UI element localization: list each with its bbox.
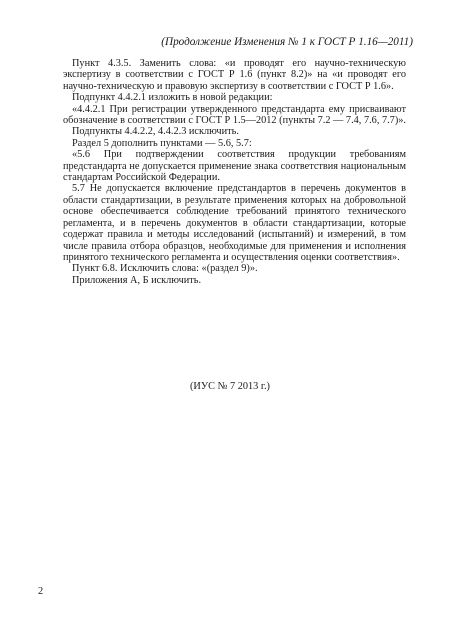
- page-number: 2: [38, 586, 44, 597]
- source-note: (ИУС № 7 2013 г.): [190, 381, 270, 392]
- paragraph-5-6: «5.6 При подтверждении соответствия продукции требованиям предстандарта не допускается применение знака соответствия национальным стандартам Российской Федерации.: [63, 149, 406, 184]
- paragraph-section-5-add: Раздел 5 дополнить пунктами — 5.6, 5.7:: [72, 137, 252, 149]
- paragraph-4-4-2-2-exclude: Подпункты 4.4.2.2, 4.4.2.3 исключить.: [72, 126, 239, 138]
- paragraph-6-8: Пункт 6.8. Исключить слова: «(раздел 9)».: [72, 263, 258, 275]
- amendment-text: [63, 58, 406, 286]
- paragraph-4-4-2-1-text: «4.4.2.1 При регистрации утвержденного предстандарта ему присваивают обозначение в соответствии с ГОСТ Р 1.5—2012 (пункты 7.2 — 7.4, 7.6, 7.7)».: [63, 103, 406, 127]
- paragraph-5-7: 5.7 Не допускается включение предстандартов в перечень документов в области стандартизации, в результате применения которых на добровольной основе обеспечивается соблюдение требований принятого технического регламента, и в перечень документов в области стандартизации, которые содержат правила и методы исследований (испытаний) и измерений, в том числе правила отбора образцов, необходимые для применения и исполнения принятого технического регламента и осуществления оценки соответствия».: [63, 183, 406, 263]
- paragraph-annexes-exclude: Приложения А, Б исключить.: [72, 274, 202, 286]
- paragraph-4-3-5: Пункт 4.3.5. Заменить слова: «и проводят его научно-техническую экспертизу в соответствии с ГОСТ Р 1.6 (пункт 8.2)» на «и проводят его научно-техническую и правовую экспертизу в соответствии с ГОСТ Р 1.6».: [63, 58, 406, 92]
- paragraph-4-4-2-1-intro: Подпункт 4.4.2.1 изложить в новой редакции:: [72, 92, 273, 104]
- page-header: (Продолжение Изменения № 1 к ГОСТ Р 1.16—2011): [161, 36, 413, 48]
